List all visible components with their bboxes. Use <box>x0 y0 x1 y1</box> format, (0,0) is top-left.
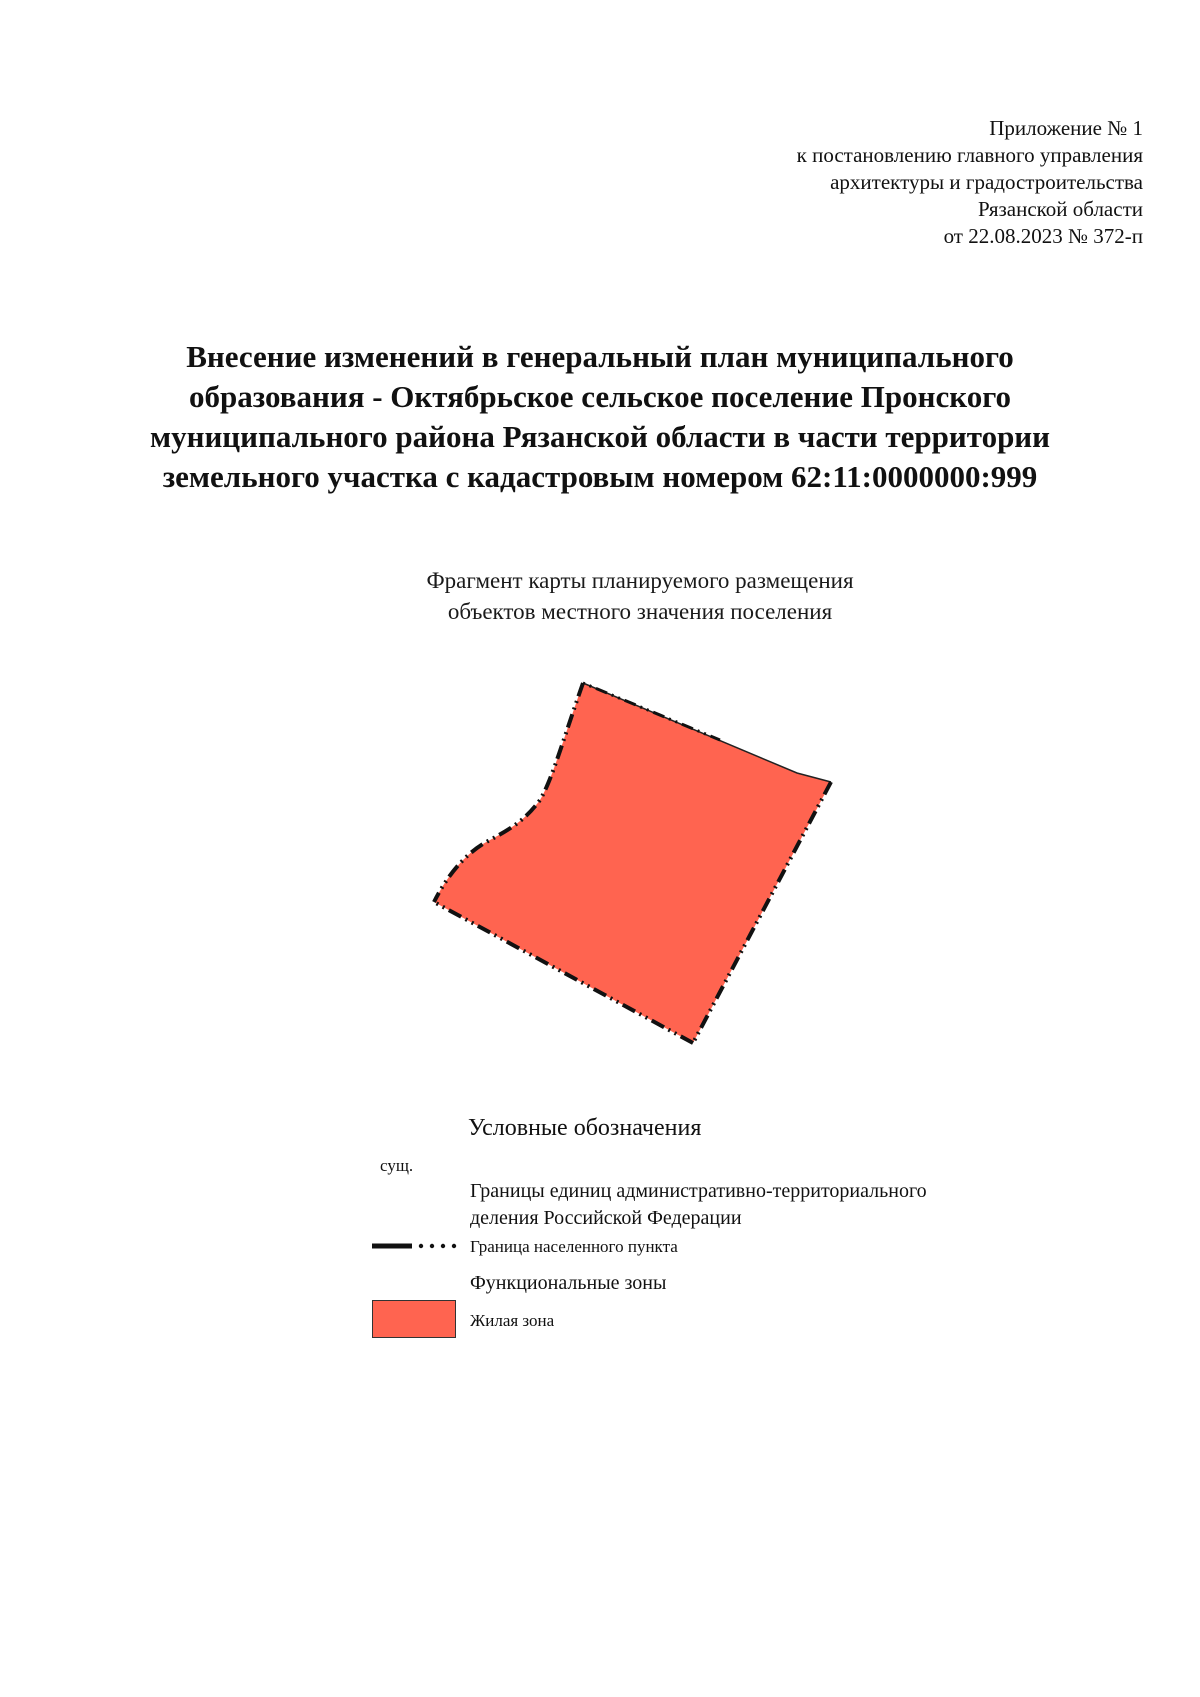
legend-title: Условные обозначения <box>468 1115 702 1141</box>
settlement-border-top <box>583 683 720 740</box>
settlement-border-symbol <box>372 1239 472 1253</box>
settlement-border-left <box>434 683 583 902</box>
legend-abbr-existing: сущ. <box>380 1156 414 1175</box>
appendix-header <box>623 115 1143 250</box>
settlement-border-right <box>693 782 831 1043</box>
appendix-date-number: от 22.08.2023 № 372-п <box>943 224 1143 248</box>
appendix-ref-line: к постановлению главного управления <box>796 143 1143 167</box>
residential-zone-swatch <box>372 1300 456 1338</box>
appendix-ref-line: Рязанской области <box>977 197 1143 221</box>
legend-admin-line: деления Российской Федерации <box>470 1207 742 1229</box>
legend-admin-line: Границы единиц административно-территориального <box>470 1180 927 1202</box>
title-line: земельного участка с кадастровым номером 62:11:0000000:999 <box>162 459 1038 494</box>
residential-zone-area <box>434 683 831 1043</box>
map-caption-line: Фрагмент карты планируемого размещения <box>426 568 854 593</box>
title-line: Внесение изменений в генеральный план муниципального <box>186 339 1014 374</box>
map-caption-line: объектов местного значения поселения <box>447 599 833 624</box>
appendix-ref-line: архитектуры и градостроительства <box>830 170 1143 194</box>
legend-admin-boundaries <box>470 1178 927 1232</box>
appendix-number: Приложение № 1 <box>989 116 1143 140</box>
title-line: образования - Октябрьское сельское поселение Пронского <box>189 379 1011 414</box>
settlement-border-bottom <box>434 902 693 1043</box>
map-caption <box>300 565 980 627</box>
title-line: муниципального района Рязанской области в части территории <box>149 419 1051 454</box>
legend-settlement-border-label: Граница населенного пункта <box>470 1237 678 1256</box>
zone-edge-line <box>583 683 831 782</box>
document-title <box>70 337 1130 497</box>
legend-residential-zone-label: Жилая зона <box>470 1311 555 1330</box>
legend-functional-zones-heading: Функциональные зоны <box>470 1272 667 1294</box>
